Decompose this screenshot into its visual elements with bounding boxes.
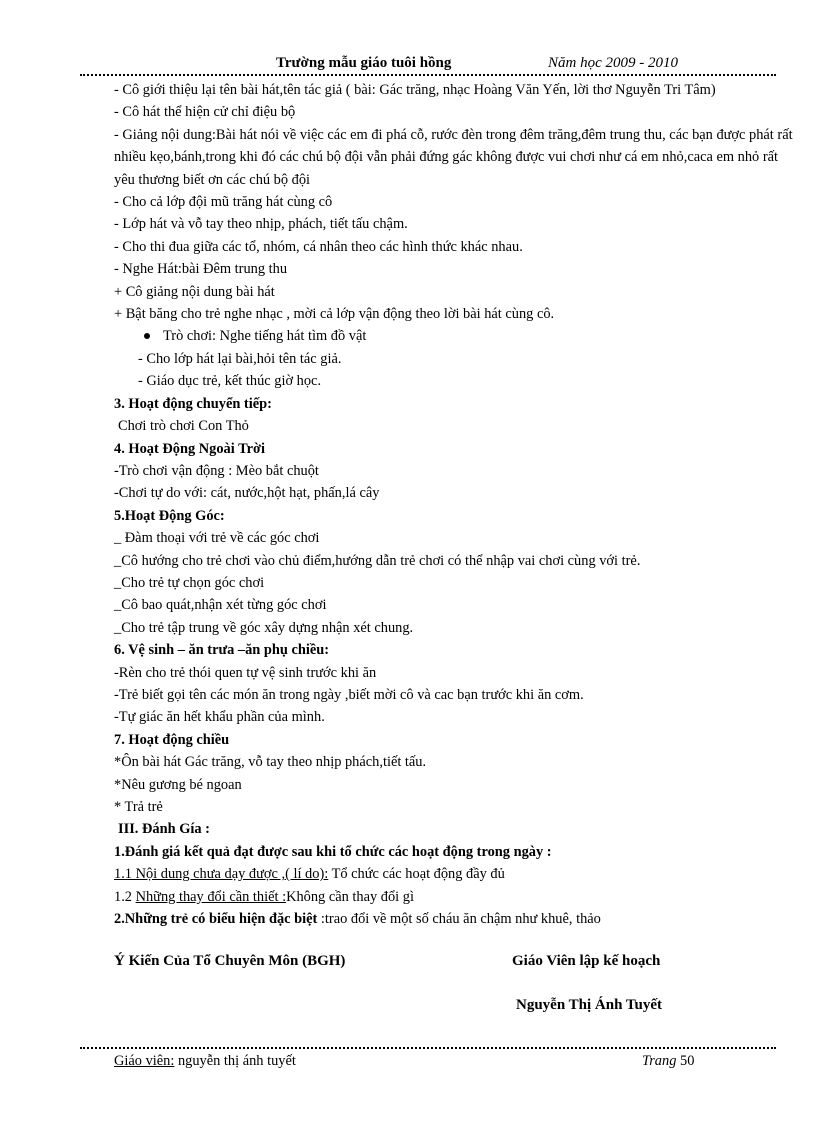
- eval-label: 2.Những trẻ có biểu hiện đặc biệt: [114, 911, 318, 928]
- eval-line-3: [114, 908, 794, 930]
- text-line: -Chơi tự do với: cát, nước,hột hạt, phấn,lá cây: [114, 485, 380, 502]
- text-line: _Cho trẻ tự chọn góc chơi: [114, 574, 265, 591]
- section-heading: 6. Vệ sinh – ăn trưa –ăn phụ chiều:: [114, 642, 330, 659]
- text-line: - Cho lớp hát lại bài,hỏi tên tác giả.: [138, 350, 342, 367]
- section-heading: 3. Hoạt động chuyển tiếp:: [114, 395, 272, 412]
- text-line: -Rèn cho trẻ thói quen tự vệ sinh trước khi ăn: [114, 664, 377, 681]
- teacher-name: nguyễn thị ánh tuyết: [174, 1053, 296, 1069]
- text-line: -Trẻ biết gọi tên các món ăn trong ngày ,biết mời cô và cac bạn trước khi ăn cơm.: [114, 686, 584, 703]
- text-line: *Ôn bài hát Gác trăng, vỗ tay theo nhịp phách,tiết tấu.: [114, 754, 427, 771]
- text-line: Chơi trò chơi Con Thỏ: [118, 418, 249, 435]
- text-line: - Cho thi đua giữa các tổ, nhóm, cá nhân theo các hình thức khác nhau.: [114, 238, 523, 255]
- text-line: - Nghe Hát:bài Đêm trung thu: [114, 261, 288, 278]
- signature-name: Nguyễn Thị Ánh Tuyết: [516, 997, 663, 1013]
- page-value: 50: [676, 1053, 695, 1069]
- section-heading: III. Đánh Gía :: [118, 821, 210, 838]
- text-line: _Cho trẻ tập trung về góc xây dựng nhận xét chung.: [114, 619, 414, 636]
- eval-value: Không cần thay đổi gì: [286, 888, 414, 905]
- bullet-item: [114, 325, 794, 347]
- text-line: _Cô bao quát,nhận xét từng góc chơi: [114, 597, 327, 614]
- text-line: _ Đàm thoại với trẻ về các góc chơi: [114, 530, 320, 547]
- eval-value: Tổ chức các hoạt động đầy đủ: [328, 866, 505, 883]
- eval-line-2: [114, 886, 794, 908]
- text-line: -Trò chơi vận động : Mèo bắt chuột: [114, 462, 319, 479]
- text-line: _Cô hướng cho trẻ chơi vào chủ điểm,hướng dẫn trẻ chơi có thể nhập vai chơi cùng với trẻ.: [114, 552, 641, 569]
- eval-line-1: [114, 863, 794, 885]
- page-number: [642, 1053, 694, 1070]
- text-line: + Cô giảng nội dung bài hát: [114, 283, 275, 300]
- document-body: [114, 79, 794, 930]
- page-header: [80, 55, 776, 75]
- section-heading: 7. Hoạt động chiều: [114, 731, 230, 748]
- signature-right-title: Giáo Viên lập kế hoạch: [512, 953, 661, 969]
- eval-value: :trao đổi về một số cháu ăn chậm như khuê, thảo: [317, 911, 601, 928]
- footer-teacher: [114, 1053, 296, 1070]
- teacher-label: Giáo viên:: [114, 1053, 175, 1069]
- text-line: - Lớp hát và vỗ tay theo nhịp, phách, tiết tấu chậm.: [114, 216, 408, 233]
- text-line: - Cô giới thiệu lại tên bài hát,tên tác giả ( bài: Gác trăng, nhạc Hoàng Văn Yến, lời thơ Nguyễn Tri Tâm): [114, 82, 716, 98]
- text-line: -Tự giác ăn hết khẩu phần của mình.: [114, 709, 325, 726]
- text-line: * Trả trẻ: [114, 799, 163, 815]
- section-heading: 1.Đánh giá kết quả đạt được sau khi tổ chức các hoạt động trong ngày :: [114, 843, 552, 860]
- footer-divider: [80, 1047, 776, 1049]
- text-line: + Bật băng cho trẻ nghe nhạc , mời cả lớp vận động theo lời bài hát cùng cô.: [114, 306, 555, 323]
- page-label: Trang: [642, 1053, 677, 1069]
- section-heading: 5.Hoạt Động Góc:: [114, 507, 225, 524]
- school-year: Năm học 2009 - 2010: [548, 55, 678, 71]
- text-line: *Nêu gương bé ngoan: [114, 776, 242, 793]
- header-divider: [80, 74, 776, 76]
- eval-label: Những thay đổi cần thiết :: [135, 888, 287, 905]
- text-line: - Giáo dục trẻ, kết thúc giờ học.: [138, 373, 322, 390]
- eval-prefix: 1.2: [114, 888, 136, 905]
- school-name: Trường mẫu giáo tuôi hồng: [276, 55, 452, 71]
- text-line: - Giảng nội dung:Bài hát nói về việc các em đi phá cỗ, rước đèn trong đêm trăng,đêm trung thu, các bạn được phát rất nhiều kẹo,bánh,trong khi đó các chú bộ đội vẫn phải đứng gác không được vui chơi như cá em nhỏ,caca em nhỏ rất yêu thương biết ơn các chú bộ đội: [114, 126, 793, 188]
- text-line: - Cho cả lớp đội mũ trăng hát cùng cô: [114, 194, 333, 211]
- text-line: - Cô hát thể hiện cử chỉ điệu bộ: [114, 104, 296, 121]
- signature-left-title: Ý Kiến Của Tổ Chuyên Môn (BGH): [114, 953, 346, 969]
- bullet-text: Trò chơi: Nghe tiếng hát tìm đồ vật: [163, 328, 367, 345]
- eval-label: 1.1 Nội dung chưa dạy được ,( lí do):: [114, 866, 329, 883]
- bullet-icon: [144, 333, 150, 339]
- section-heading: 4. Hoạt Động Ngoài Trời: [114, 440, 265, 457]
